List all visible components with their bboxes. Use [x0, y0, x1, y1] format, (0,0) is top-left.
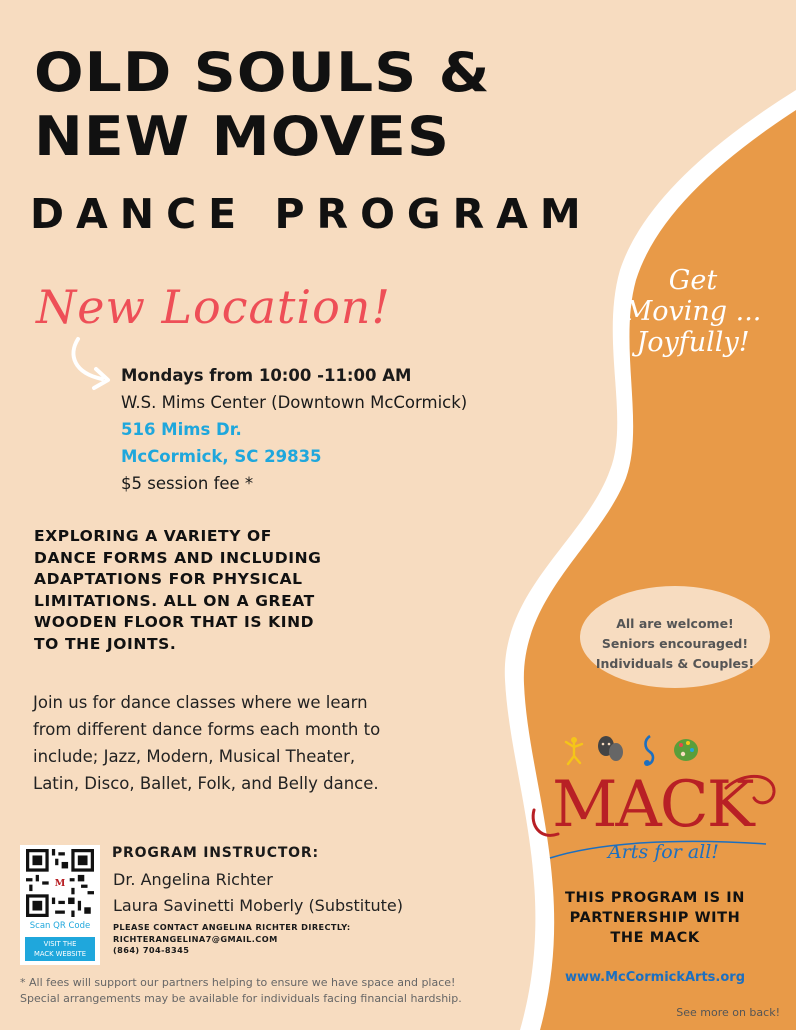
substitute-name: Laura Savinetti Moberly (Substitute) — [113, 896, 403, 915]
join-description — [33, 689, 453, 797]
title-line-1: OLD SOULS & — [34, 41, 491, 104]
join-line: Join us for dance classes where we learn — [33, 693, 368, 712]
tagline-line: Get — [668, 265, 718, 296]
welcome-line: Individuals & Couples! — [595, 656, 755, 671]
new-location-heading: New Location! — [36, 280, 391, 334]
instructor-name: Dr. Angelina Richter — [113, 870, 273, 889]
welcome-bubble — [580, 586, 770, 688]
tagline-line: Moving ... — [624, 296, 762, 327]
exploring-line: TO THE JOINTS. — [34, 634, 177, 653]
schedule: Mondays from 10:00 -11:00 AM — [121, 366, 412, 385]
theater-masks-icon — [598, 736, 623, 761]
button-line: MACK WEBSITE — [33, 950, 87, 958]
join-line: Latin, Disco, Ballet, Folk, and Belly dance. — [33, 774, 379, 793]
welcome-line: Seniors encouraged! — [601, 636, 749, 651]
arts-for-all-script: Arts for all! — [608, 841, 719, 863]
palette-icon — [674, 739, 698, 761]
welcome-line: All are welcome! — [616, 616, 734, 631]
partnership-statement — [520, 888, 790, 948]
music-note-icon — [644, 736, 653, 766]
exploring-line: DANCE FORMS AND INCLUDING — [34, 548, 322, 567]
instructor-names — [113, 867, 403, 919]
instructor-heading: PROGRAM INSTRUCTOR: — [112, 845, 319, 861]
qr-code-panel[interactable] — [20, 845, 100, 965]
tagline-line: Joyfully! — [636, 327, 750, 358]
tagline — [608, 265, 778, 358]
scan-qr-label: Scan QR Code — [29, 921, 91, 931]
see-more-note: See more on back! — [676, 1006, 780, 1019]
mack-wordmark: MACK — [552, 768, 753, 842]
exploring-line: EXPLORING A VARIETY OF — [34, 527, 272, 545]
join-line: from different dance forms each month to — [33, 720, 381, 739]
mack-logo — [530, 730, 780, 880]
exploring-line: WOODEN FLOOR THAT IS KIND — [34, 613, 315, 631]
qr-center-mark: M — [54, 878, 66, 890]
exploring-line: ADAPTATIONS FOR PHYSICAL — [34, 570, 303, 588]
dancer-icon — [566, 737, 582, 764]
contact-label: PLEASE CONTACT ANGELINA RICHTER DIRECTLY: — [113, 922, 351, 932]
session-fee: $5 session fee * — [121, 474, 254, 493]
street-address: 516 Mims Dr. — [121, 420, 242, 439]
exploring-line: LIMITATIONS. ALL ON A GREAT — [34, 591, 315, 610]
partnership-line: THE MACK — [610, 930, 700, 946]
join-line: include; Jazz, Modern, Musical Theater, — [33, 747, 356, 766]
exploring-text — [34, 526, 434, 655]
footnote — [20, 975, 462, 1006]
subtitle: DANCE PROGRAM — [30, 190, 593, 238]
venue: W.S. Mims Center (Downtown McCormick) — [121, 393, 468, 412]
contact-phone[interactable]: (864) 704-8345 — [113, 945, 190, 955]
contact-info — [113, 922, 351, 957]
program-details — [121, 362, 467, 497]
partnership-line: PARTNERSHIP WITH — [569, 910, 741, 926]
footnote-line: Special arrangements may be available for individuals facing financial hardship. — [20, 991, 462, 1005]
visit-website-button[interactable] — [25, 937, 95, 961]
curved-arrow-icon — [66, 335, 116, 395]
button-line: VISIT THE — [43, 940, 77, 948]
website-link[interactable]: www.McCormickArts.org — [564, 970, 746, 985]
title-line-2: NEW MOVES — [34, 105, 451, 168]
city-address: McCormick, SC 29835 — [121, 447, 322, 466]
partnership-line: THIS PROGRAM IS IN — [564, 890, 745, 906]
contact-email[interactable]: RICHTERANGELINA7@GMAIL.COM — [113, 933, 278, 944]
qr-code-icon[interactable] — [26, 849, 94, 917]
welcome-text — [580, 614, 770, 674]
footnote-line: * All fees will support our partners helping to ensure we have space and place! — [20, 976, 456, 989]
